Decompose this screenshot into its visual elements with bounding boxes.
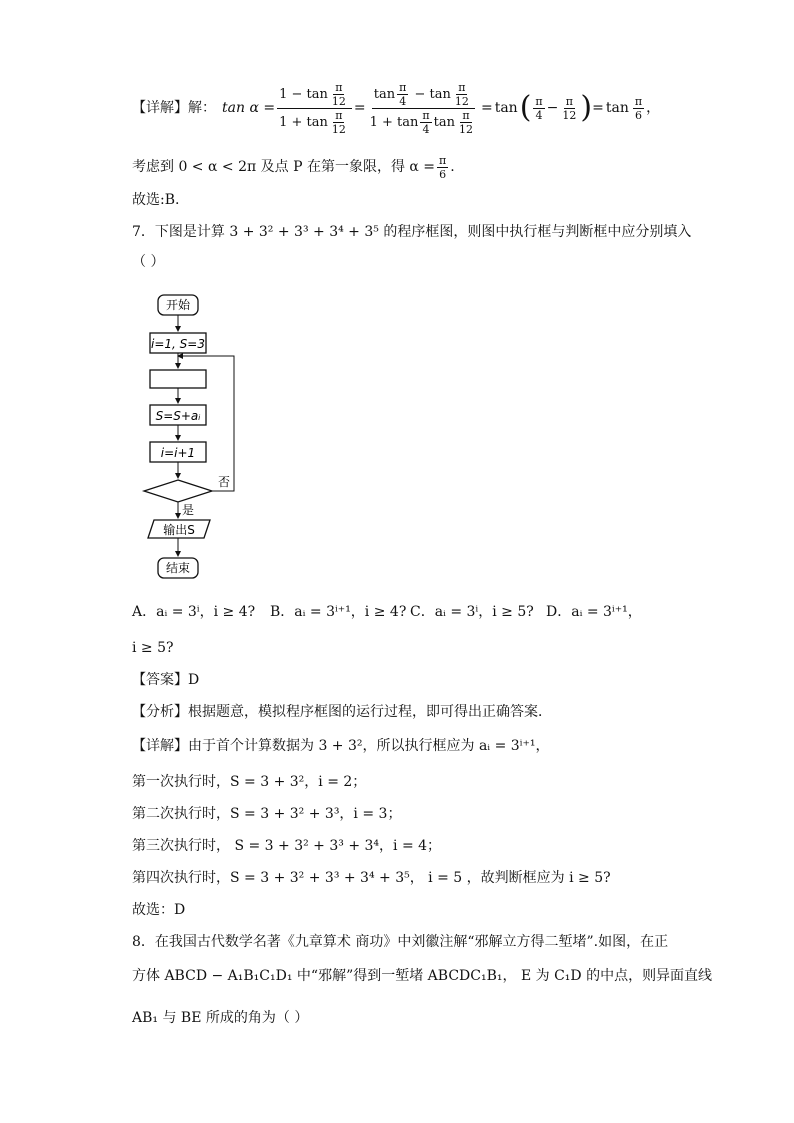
step-1: 第一次执行时，S = 3 + 3²，i = 2； [132,774,367,790]
q8-line-1: 8．在我国古代数学名著《九章算术 商功》中刘徽注解“邪解立方得二堑堵”.如图，在正 [132,934,669,950]
svg-text:开始: 开始 [165,298,191,312]
consider-line: 考虑到 0 < α < 2π 及点 P 在第一象限，得 α = $\frac{\pi}{6}$ . [132,153,455,181]
svg-text:i=1, S=3: i=1, S=3 [151,337,205,351]
svg-text:输出S: 输出S [163,523,195,537]
lhs: tan α = [222,100,276,116]
answer-line: 【答案】D [132,672,200,688]
fraction-2: tan $\frac{\pi}{4}$ − tan $\frac{\pi}{12}$ 1 + tan $\frac{\pi}{4}$ tan $\frac{\pi}{12}$ [369,80,473,136]
step-3: 第三次执行时， S = 3 + 3² + 3³ + 3⁴，i = 4； [132,838,442,854]
option-d: D．aᵢ = 3ⁱ⁺¹， [546,604,642,620]
option-c: C．aᵢ = 3ⁱ，i ≥ 5? [410,604,534,620]
svg-text:是: 是 [182,503,195,517]
q8-line-2: 方体 ABCD − A₁B₁C₁D₁ 中“邪解”得到一堑堵 ABCDC₁B₁， E 为 C₁D 的中点，则异面直线 [132,968,713,984]
choose-d: 故选：D [132,902,186,918]
option-b: B．aᵢ = 3ⁱ⁺¹，i ≥ 4? [270,604,407,620]
svg-text:i=i+1: i=i+1 [160,446,196,460]
svg-text:否: 否 [218,475,231,489]
option-d-cont: i ≥ 5? [132,640,174,656]
flowchart [130,290,260,585]
choose-b: 故选:B. [132,192,180,208]
q7-stem: 7．下图是计算 3 + 3² + 3³ + 3⁴ + 3⁵ 的程序框图，则图中执行框与判断框中应分别填入 [132,224,692,240]
q7-paren: （ ） [132,254,165,270]
step-2: 第二次执行时，S = 3 + 3² + 3³，i = 3； [132,806,402,822]
option-a: A．aᵢ = 3ⁱ，i ≥ 4? [132,604,256,620]
detail-label: 【详解】 [132,100,188,116]
fraction-1: 1 − tan $\frac{\pi}{12}$ 1 + tan $\frac{\pi}{12}$ [277,81,352,136]
detail-prefix: 解： [188,100,216,116]
detail-equation-line: 【详解】 解： tan α = 1 − tan $\frac{\pi}{12}$ 1 + tan $\frac{\pi}{12}$ = tan $\frac{\pi}{4}$ − tan $\frac{\pi}{12}$ 1 + tan $\frac{\pi}{4}$ tan $\frac{\pi}{12}$ = tan ( $\frac{\pi}{4}$ − $\frac{\pi}{12}$ ) = tan $\frac{\pi}{6}$ ， [132,80,661,136]
pi-over-six: $\frac{\pi}{6}$ [439,153,447,181]
step-4: 第四次执行时，S = 3 + 3² + 3³ + 3⁴ + 3⁵， i = 5 ，故判断框应为 i ≥ 5? [132,870,611,886]
decision-box [144,480,212,502]
svg-text:S=S+aᵢ: S=S+aᵢ [155,409,201,423]
analysis-line: 【分析】根据题意，模拟程序框图的运行过程，即可得出正确答案． [132,704,552,720]
q8-line-3: AB₁ 与 BE 所成的角为（ ） [132,1010,309,1026]
svg-text:结束: 结束 [165,561,191,575]
detail-line: 【详解】由于首个计算数据为 3 + 3²，所以执行框应为 aᵢ = 3ⁱ⁺¹， [132,738,550,754]
execute-box [150,370,206,388]
